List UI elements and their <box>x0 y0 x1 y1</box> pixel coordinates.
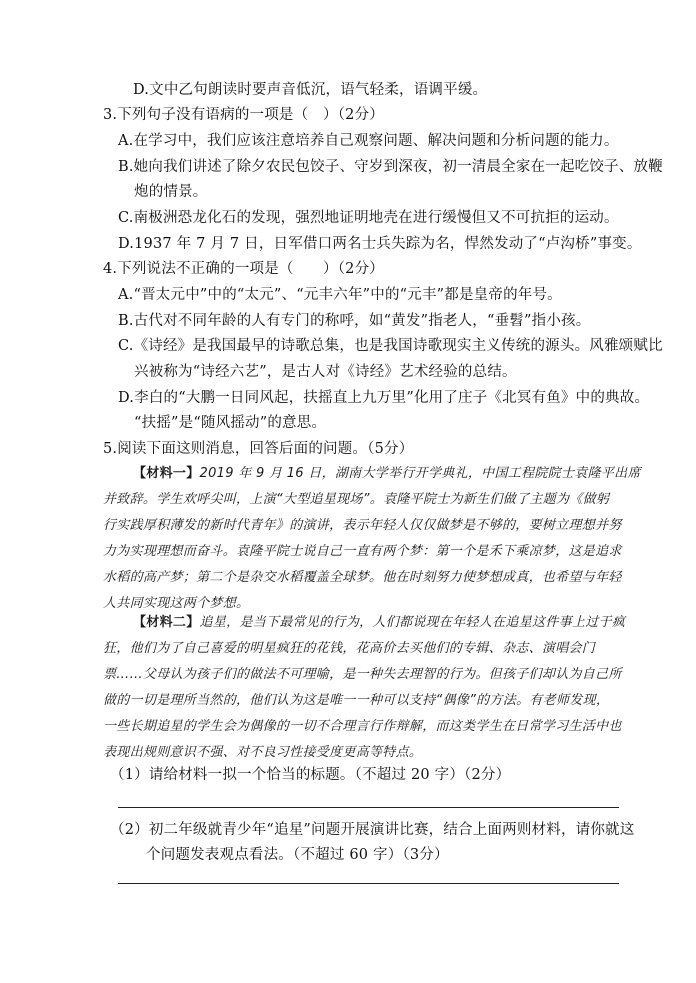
material2-line1: 【材料二】追星，是当下最常见的行为，人们都说现在年轻人在追星这件事上过于疯 <box>133 615 626 630</box>
q4-option-d-line1: D.李白的“大鹏一日同风起，扶摇直上九万里”化用了庄子《北冥有鱼》中的典故。 <box>118 390 650 406</box>
material1-line4: 力为实现理想而奋斗。袁隆平院士说自己一直有两个梦：第一个是禾下乘凉梦，这是追求 <box>103 544 622 559</box>
q4-option-c-line1: C.《诗经》是我国最早的诗歌总集，也是我国诗歌现实主义传统的源头。风雅颂赋比 <box>118 338 663 354</box>
q2-option-d: D.文中乙句朗读时要声音低沉，语气轻柔，语调平缓。 <box>133 82 488 98</box>
material1-tag: 【材料一】 <box>133 466 200 481</box>
q3-option-c: C.南极洲恐龙化石的发现，强烈地证明地壳在进行缓慢但又不可抗拒的运动。 <box>118 210 619 226</box>
q4-option-d-line2: “扶摇”是“随风摇动”的意思。 <box>134 415 327 431</box>
material2-line3: 票……父母认为孩子们的做法不可理喻，是一种失去理智的行为。但孩子们却认为自己所 <box>103 667 622 682</box>
q5-sub1: （1）请给材料一拟一个恰当的标题。（不超过 20 字）（2分） <box>110 767 511 783</box>
q3-option-a: A.在学习中，我们应该注意培养自己观察问题、解决问题和分析问题的能力。 <box>118 133 619 149</box>
q4-option-a: A.“晋太元中”中的“太元”、“元丰六年”中的“元丰”都是皇帝的年号。 <box>118 287 562 303</box>
material1-line3: 行实践厚积薄发的新时代青年》的演讲，表示年轻人仅仅做梦是不够的，要树立理想并努 <box>103 518 622 533</box>
q4-option-b: B.古代对不同年龄的人有专门的称呼，如“黄发”指老人，“垂髫”指小孩。 <box>118 313 591 329</box>
q3-option-d: D.1937 年 7 月 7 日，日军借口两名士兵失踪为名，悍然发动了“卢沟桥”事变。 <box>118 236 642 252</box>
q4-stem: 4.下列说法不正确的一项是（ ）（2分） <box>103 261 385 277</box>
material2-tag: 【材料二】 <box>133 615 200 630</box>
q5-sub2-line1: （2）初二年级就青少年“追星”问题开展演讲比赛，结合上面两则材料，请你就这 <box>110 822 635 838</box>
material1-line5: 水稻的高产梦；第二个是杂交水稻覆盖全球梦。他在时刻努力使梦想成真，也希望与年轻 <box>103 570 622 585</box>
material1-line6: 人共同实现这两个梦想。 <box>103 596 250 611</box>
material1-line2: 并致辞。学生欢呼尖叫，上演“大型追星现场”。袁隆平院士为新生们做了主题为《做躬 <box>103 492 610 507</box>
material2-line4: 做的一切是理所当然的，他们认为这是唯一一种可以支持“偶像”的方法。有老师发现， <box>103 693 610 708</box>
q5-stem: 5.阅读下面这则消息，回答后面的问题。（5分） <box>103 441 414 457</box>
material2-line6: 表现出规则意识不强、对不良习性接受度更高等特点。 <box>103 745 423 760</box>
q5-sub2-line2: 个问题发表观点看法。（不超过 60 字）（3分） <box>146 847 449 863</box>
q3-option-b-line2: 炮的情景。 <box>134 184 208 200</box>
q3-option-b-line1: B.她向我们讲述了除夕农民包饺子、守岁到深夜，初一清晨全家在一起吃饺子、放鞭 <box>118 159 663 175</box>
q4-option-c-line2: 兴被称为“诗经六艺”，是古人对《诗经》艺术经验的总结。 <box>134 364 517 380</box>
material1-line1: 【材料一】2019 年 9 月 16 日，湖南大学举行开学典礼，中国工程院院士袁隆平出席 <box>133 466 641 481</box>
material2-line5: 一些长期追星的学生会为偶像的一切不合理言行作辩解，而这类学生在日常学习生活中也 <box>103 719 622 734</box>
answer-line-1[interactable] <box>118 807 619 808</box>
material2-line2: 狂，他们为了自己喜爱的明星疯狂的花钱，花高价去买他们的专辑、杂志、演唱会门 <box>103 641 596 656</box>
answer-line-2[interactable] <box>118 883 619 884</box>
q3-stem: 3.下列句子没有语病的一项是（ ）（2分） <box>103 107 385 123</box>
